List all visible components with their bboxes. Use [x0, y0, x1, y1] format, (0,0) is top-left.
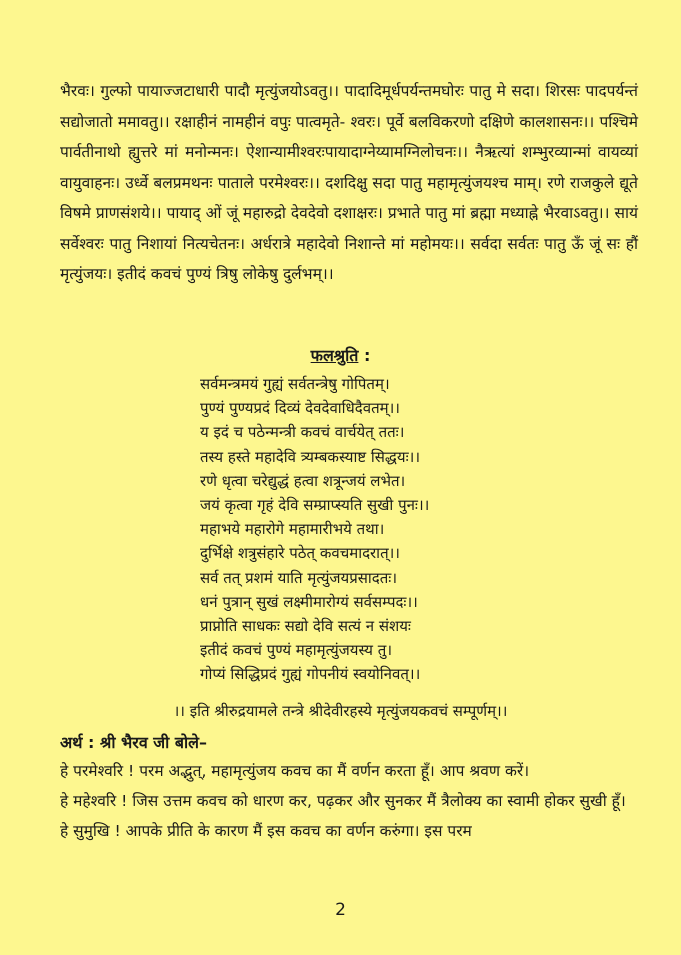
- verse-line: गोप्यं सिद्धिप्रदं गुह्यं गोपनीयं स्वयोनिवत्।।: [200, 665, 421, 684]
- phalashruti-verses: [200, 372, 429, 687]
- phalashruti-heading-colon: :: [358, 346, 371, 365]
- verse-line: महाभये महारोगे महामारीभये तथा।: [200, 520, 385, 539]
- kavach-main-text: भैरवः। गुल्फो पायाज्जटाधारी पादौ मृत्युंजयोऽवतु।। पादादिमूर्धपर्यन्तमघोरः पातु मे सदा। शिरसः पादपर्यन्तं सद्योजातो ममावतु।। रक्षाहीनं नामहीनं वपुः पात्वमृते- श्वरः। पूर्वे बलविकरणो दक्षिणे कालशासनः।। पश्चिमे पार्वतीनाथो ह्युत्तरे मां मनोन्मनः। ऐशान्यामीश्वरःपायादाग्नेय्यामग्निलोचनः।। नैऋत्यां शम्भुरव्यान्मां वायव्यां वायुवाहनः। उर्ध्वे बलप्रमथनः पाताले परमेश्वरः।। दशदिक्षु सदा पातु महामृत्युंजयश्च माम्। रणे राजकुले द्यूते विषमे प्राणसंशये।। पायाद् ओं जूं महारुद्रो देवदेवो दशाक्षरः। प्रभाते पातु मां ब्रह्मा मध्याह्ने भैरवाऽवतु।। सायं सर्वेश्वरः पातु निशायां नित्यचेतनः। अर्धरात्रे महादेवो निशान्ते मां महोमयः।। सर्वदा सर्वतः पातु ऊँ जूं सः हौं मृत्युंजयः। इतीदं कवचं पुण्यं त्रिषु लोकेषु दुर्लभम्।।: [60, 82, 638, 283]
- verse-line: दुर्भिक्षे शत्रुसंहारे पठेत् कवचमादरात्।।: [200, 544, 400, 563]
- verse-line: इतीदं कवचं पुण्यं महामृत्युंजयस्य तु।: [200, 641, 393, 660]
- phalashruti-heading-text: फलश्रुति: [310, 346, 359, 365]
- verse-line: सर्वमन्त्रमयं गुह्यं सर्वतन्त्रेषु गोपितम्।: [200, 375, 390, 393]
- meaning-paragraph: हे परमेश्वरि ! परम अद्भुत्, महामृत्युंजय कवच का मैं वर्णन करता हूँ। आप श्रवण करें।: [60, 762, 530, 780]
- phalashruti-heading: [0, 344, 681, 368]
- verse-line: सर्व तत् प्रशमं याति मृत्युंजयप्रसादतः।: [200, 568, 398, 587]
- colophon: ।। इति श्रीरुद्रयामले तन्त्रे श्रीदेवीरहस्ये मृत्युंजयकवचं सम्पूर्णम्।।: [173, 702, 508, 720]
- verse-line: प्राप्नोति साधकः सद्यो देवि सत्यं न संशयः: [200, 617, 411, 636]
- verse-line: रणे धृत्वा चरेद्युद्धं हत्वा शत्रून्जयं लभेत।: [200, 471, 406, 490]
- meaning-title: अर्थ : श्री भैरव जी बोले–: [60, 733, 208, 752]
- meaning-text: [60, 758, 640, 848]
- verse-line: पुण्यं पुण्यप्रदं दिव्यं देवदेवाधिदैवतम्।।: [200, 399, 400, 418]
- page-number: 2: [335, 900, 346, 920]
- meaning-paragraph: हे महेश्वरि ! जिस उत्तम कवच को धारण कर, पढ़कर और सुनकर मैं त्रैलोक्य का स्वामी होकर सुखी हूँ।: [60, 792, 626, 810]
- meaning-paragraph: हे सुमुखि ! आपके प्रीति के कारण मैं इस कवच का वर्णन करुंगा। इस परम: [60, 822, 472, 840]
- verse-line: धनं पुत्रान् सुखं लक्ष्मीमारोग्यं सर्वसम्पदः।।: [200, 592, 418, 611]
- verse-line: तस्य हस्ते महादेवि त्र्यम्बकस्याष्ट सिद्धयः।।: [200, 447, 420, 466]
- verse-line: जयं कृत्वा गृहं देवि सम्प्राप्स्यति सुखी पुनः।।: [200, 496, 430, 515]
- verse-line: य इदं च पठेन्मन्त्री कवचं वार्चयेत् ततः।: [200, 423, 405, 442]
